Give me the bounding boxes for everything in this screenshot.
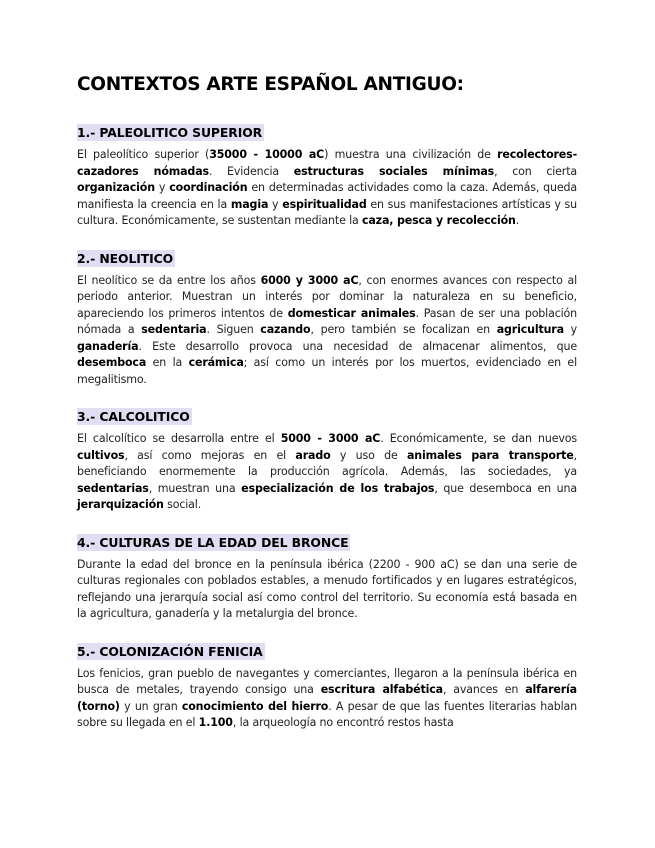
text-run: y	[154, 181, 170, 194]
section-heading: 4.- CULTURAS DE LA EDAD DEL BRONCE	[77, 534, 349, 550]
bold-text: ganadería	[77, 339, 139, 353]
bold-text: cerámica	[188, 356, 244, 369]
text-run: . Evidencia	[208, 164, 294, 178]
text-run: , avances en	[442, 683, 526, 696]
bold-text: sedentaria	[141, 323, 207, 336]
text-run: Durante la edad del bronce en la península ibérica (2200 - 900 aC) se dan una serie de culturas regionales con poblados estables, a menudo fortificados y en lugares estratégicos, reflejando una jerarquía social así como control del territorio. Su economía está basada en la agricultura, ganadería y la metalurgia del bronce.	[77, 557, 577, 620]
text-run: . Siguen	[206, 323, 261, 336]
bold-text: 35000 - 10000 aC	[209, 148, 325, 161]
bold-text: 5000 - 3000 aC	[280, 432, 381, 445]
bold-text: especialización de los trabajos	[241, 481, 435, 495]
bold-text: espiritualidad	[282, 197, 367, 211]
text-run: . Pasan de ser una población nómada a	[77, 306, 578, 336]
text-run: en sus manifestaciones artísticas y su cultura. Económicamente, se sustentan mediante la	[77, 197, 577, 227]
text-run: , así como mejoras en el	[124, 448, 296, 462]
text-run: en determinadas actividades como la caza. Además, queda manifiesta la creencia en la	[77, 181, 577, 211]
section-paragraph	[77, 147, 577, 230]
text-run: , pero también se focalizan en	[310, 323, 497, 336]
text-run: . Económicamente, se dan nuevos	[380, 432, 578, 445]
text-run: , con cierta	[494, 164, 578, 178]
bold-text: 6000 y 3000 aC	[260, 273, 359, 287]
text-run: , beneficiando enormemente la producción agrícola. Además, las sociedades, ya	[77, 448, 577, 478]
bold-text: 1.100	[198, 716, 233, 729]
text-run: ; así como un interés por los muertos, evidenciado en el megalitismo.	[77, 356, 577, 386]
section-4	[77, 532, 577, 623]
text-run: El neolítico se da entre los años	[77, 273, 261, 287]
bold-text: cultivos	[77, 448, 125, 462]
text-run: . Este desarrollo provoca una necesidad de almacenar alimentos, que	[138, 339, 577, 353]
text-run: , muestran una	[148, 481, 242, 495]
text-run: social.	[163, 498, 202, 511]
text-run: Los fenicios, gran pueblo de navegantes y comerciantes, llegaron a la península ibérica en busca de metales, trayendo consigo una	[77, 666, 577, 696]
text-run: y	[268, 197, 283, 211]
document-title: CONTEXTOS ARTE ESPAÑOL ANTIGUO:	[77, 74, 464, 95]
text-run: y	[563, 323, 578, 336]
text-run: ) muestra una civilización de	[324, 148, 498, 161]
section-heading: 1.- PALEOLITICO SUPERIOR	[77, 125, 263, 140]
bold-text: desemboca	[77, 356, 147, 369]
section-paragraph	[77, 557, 577, 623]
bold-text: arado	[295, 448, 331, 462]
section-heading: 5.- COLONIZACIÓN FENICIA	[77, 643, 263, 659]
section-3	[77, 406, 577, 514]
text-run: en la	[146, 356, 189, 369]
bold-text: estructuras sociales mínimas	[293, 164, 495, 178]
bold-text: animales para transporte	[406, 448, 574, 462]
sections-container	[77, 122, 577, 732]
bold-text: coordinación	[169, 181, 248, 194]
text-run: El calcolítico se desarrolla entre el	[77, 432, 281, 445]
section-heading: 2.- NEOLITICO	[77, 250, 174, 266]
section-paragraph	[77, 431, 577, 514]
bold-text: agricultura	[496, 323, 564, 336]
bold-text: alfarería (torno)	[77, 683, 577, 713]
text-run: . A pesar de que las fuentes literarias hablan sobre su llegada en el	[77, 699, 577, 729]
section-5	[77, 641, 577, 732]
section-paragraph	[77, 273, 577, 389]
bold-text: conocimiento del hierro	[181, 699, 329, 713]
bold-text: caza, pesca y recolección	[361, 214, 516, 227]
section-1	[77, 122, 577, 230]
bold-text: jerarquización	[77, 498, 164, 511]
bold-text: sedentarias	[77, 481, 149, 495]
bold-text: organización	[77, 181, 155, 194]
section-paragraph	[77, 666, 577, 732]
text-run: y uso de	[330, 448, 407, 462]
text-run: , que desemboca en una	[434, 481, 577, 495]
section-heading: 3.- CALCOLITICO	[77, 409, 190, 424]
bold-text: cazando	[260, 323, 311, 336]
text-run: El paleolítico superior (	[77, 148, 210, 161]
text-run: y un gran	[119, 699, 182, 713]
text-run: .	[515, 214, 520, 227]
bold-text: magia	[230, 197, 269, 211]
bold-text: recolectores-cazadores nómadas	[77, 148, 578, 178]
text-run: , con enormes avances con respecto al periodo anterior. Muestran un interés por dominar la naturaleza en su beneficio, apareciendo los primeros intentos de	[77, 273, 577, 320]
section-2	[77, 248, 577, 389]
text-run: , la arqueología no encontró restos hasta	[232, 716, 454, 729]
bold-text: domesticar animales	[287, 306, 416, 320]
bold-text: escritura alfabética	[320, 683, 443, 696]
